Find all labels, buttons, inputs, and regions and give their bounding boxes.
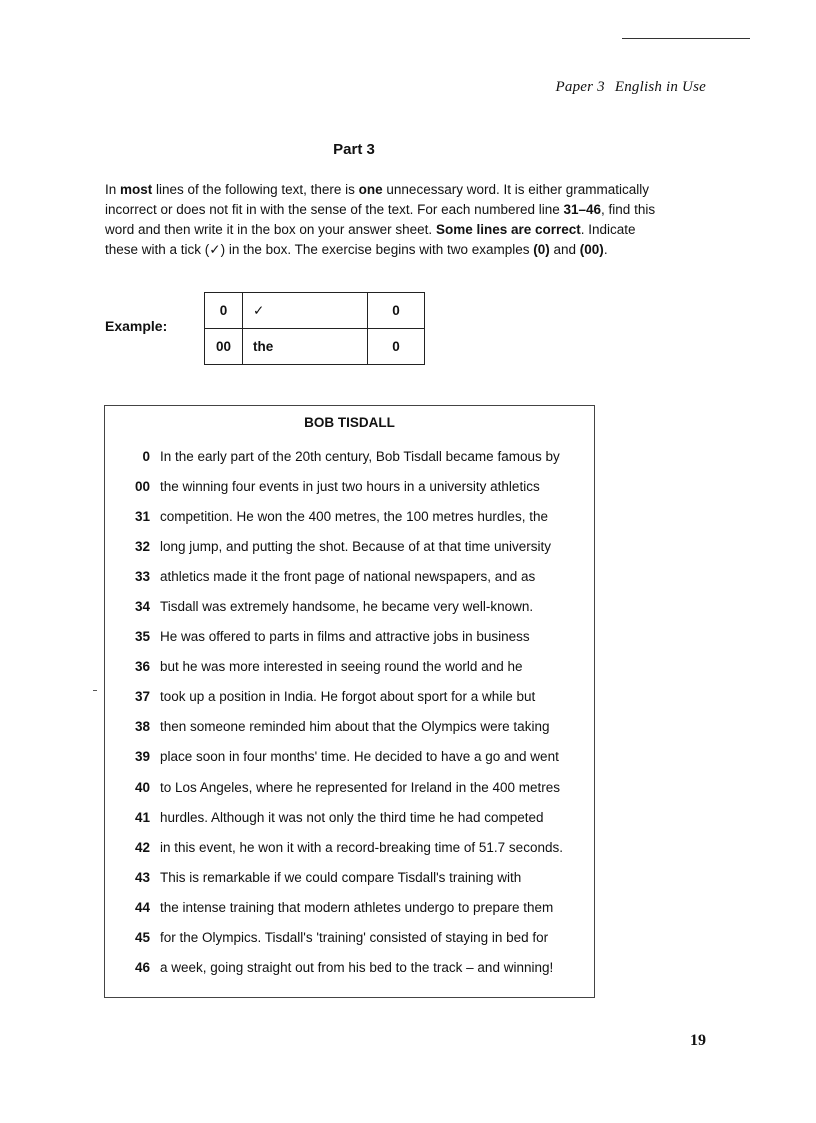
line-number: 38	[134, 719, 150, 735]
line-text: the intense training that modern athletes undergo to prepare them	[160, 899, 554, 915]
passage-line	[105, 682, 594, 712]
example-answer: ✓	[243, 293, 368, 329]
example-num: 0	[205, 293, 243, 329]
line-text: place soon in four months' time. He decided to have a go and went	[160, 749, 559, 765]
passage-line	[105, 652, 594, 682]
line-number: 42	[134, 839, 150, 855]
instr-text: unnecessary word. It is either grammatically incorrect or does not fit in with the sense of the text. For each numbered line	[105, 182, 650, 217]
paper-label: Paper 3	[555, 79, 605, 95]
passage-line	[105, 862, 594, 892]
line-number: 46	[134, 960, 150, 976]
instr-bold: most	[120, 182, 153, 197]
line-text: the winning four events in just two hours in a university athletics	[160, 478, 540, 494]
line-number: 36	[134, 659, 150, 675]
example-score: 0	[368, 329, 425, 365]
passage-line	[105, 501, 594, 531]
running-head	[546, 79, 706, 96]
line-number: 31	[134, 508, 150, 524]
line-text: took up a position in India. He forgot about sport for a while but	[160, 689, 536, 705]
line-text: then someone reminded him about that the Olympics were taking	[160, 719, 550, 735]
instr-text: In	[105, 182, 121, 197]
line-number: 37	[134, 689, 150, 705]
passage-line	[105, 471, 594, 501]
instr-text: . Indicate these with a tick (✓) in the box. The exercise begins with two examples	[105, 222, 636, 257]
instr-bold: (00)	[579, 242, 604, 257]
line-text: athletics made it the front page of national newspapers, and as	[160, 568, 536, 584]
passage-line	[105, 712, 594, 742]
instr-text: .	[603, 242, 608, 257]
passage-line	[105, 742, 594, 772]
instr-text: lines of the following text, there is	[152, 182, 359, 197]
top-rule	[622, 38, 750, 39]
margin-mark	[93, 690, 97, 691]
line-number: 35	[134, 629, 150, 645]
line-text: In the early part of the 20th century, Bob Tisdall became famous by	[160, 448, 560, 464]
line-text: for the Olympics. Tisdall's 'training' consisted of staying in bed for	[160, 930, 549, 946]
instructions	[105, 180, 665, 260]
passage-line	[105, 561, 594, 591]
instr-bold: one	[358, 182, 383, 197]
example-row	[205, 329, 425, 365]
line-text: competition. He won the 400 metres, the 100 metres hurdles, the	[160, 508, 548, 524]
passage-title: BOB TISDALL	[304, 415, 395, 430]
line-number: 0	[142, 448, 150, 464]
line-number: 33	[134, 568, 150, 584]
line-number: 34	[134, 599, 150, 615]
part-title: Part 3	[333, 141, 375, 158]
line-number: 40	[134, 779, 150, 795]
line-text: to Los Angeles, where he represented for Ireland in the 400 metres	[160, 779, 560, 795]
instr-bold: 31–46	[563, 202, 602, 217]
passage-line	[105, 441, 594, 471]
instr-bold: (0)	[533, 242, 550, 257]
line-number: 32	[134, 538, 150, 554]
passage-line	[105, 802, 594, 832]
example-num: 00	[205, 329, 243, 365]
line-text: He was offered to parts in films and attractive jobs in business	[160, 629, 530, 645]
passage-line	[105, 531, 594, 561]
passage-line	[105, 832, 594, 862]
example-score: 0	[368, 293, 425, 329]
example-table	[204, 292, 425, 365]
line-text: in this event, he won it with a record-breaking time of 51.7 seconds.	[160, 839, 563, 855]
line-number: 44	[134, 899, 150, 915]
line-number: 41	[134, 809, 150, 825]
line-number: 00	[134, 478, 150, 494]
passage-line	[105, 953, 594, 983]
example-row	[205, 293, 425, 329]
passage-line	[105, 923, 594, 953]
line-text: hurdles. Although it was not only the third time he had competed	[160, 809, 544, 825]
example-label: Example:	[105, 318, 168, 334]
section-label: English in Use	[614, 79, 706, 95]
page-number: 19	[690, 1032, 706, 1049]
line-text: This is remarkable if we could compare Tisdall's training with	[160, 869, 522, 885]
line-number: 39	[134, 749, 150, 765]
line-text: long jump, and putting the shot. Because of at that time university	[160, 538, 551, 554]
line-text: Tisdall was extremely handsome, he became very well-known.	[160, 599, 534, 615]
line-number: 45	[134, 930, 150, 946]
passage-line	[105, 622, 594, 652]
passage-line	[105, 772, 594, 802]
line-text: a week, going straight out from his bed to the track – and winning!	[160, 960, 554, 976]
passage-lines	[105, 441, 594, 983]
passage-line	[105, 591, 594, 621]
instr-bold: Some lines are correct	[435, 222, 581, 237]
example-answer: the	[243, 329, 368, 365]
line-number: 43	[134, 869, 150, 885]
instr-text: , find this word and then write it in the box on your answer sheet.	[105, 202, 656, 237]
passage-box	[104, 405, 595, 998]
line-text: but he was more interested in seeing round the world and he	[160, 659, 523, 675]
passage-line	[105, 892, 594, 922]
instr-text: and	[549, 242, 580, 257]
